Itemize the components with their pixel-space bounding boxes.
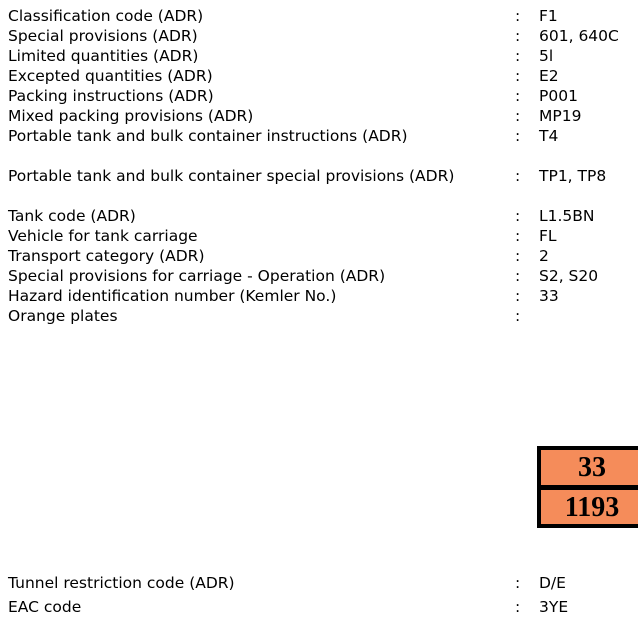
- row-separator: :: [515, 287, 521, 305]
- row-label: Excepted quantities (ADR): [8, 67, 213, 85]
- row-separator: :: [515, 307, 521, 325]
- row-value: TP1, TP8: [539, 167, 607, 185]
- row-separator: :: [515, 167, 521, 185]
- row-separator: :: [515, 598, 521, 616]
- row-separator: :: [515, 67, 521, 85]
- row-label: Orange plates: [8, 307, 118, 325]
- row-value: MP19: [539, 107, 582, 125]
- row-label: Hazard identification number (Kemler No.): [8, 287, 337, 305]
- row-value: 601, 640C: [539, 27, 619, 45]
- row-label: Transport category (ADR): [8, 247, 205, 265]
- row-value: FL: [539, 227, 557, 245]
- row-value: T4: [539, 127, 559, 145]
- row-separator: :: [515, 227, 521, 245]
- row-separator: :: [515, 87, 521, 105]
- row-value: S2, S20: [539, 267, 599, 285]
- orange-plate: [537, 446, 638, 528]
- row-label: Portable tank and bulk container special provisions (ADR): [8, 167, 455, 185]
- row-value: 33: [539, 287, 559, 305]
- row-value: 3YE: [539, 598, 569, 616]
- row-label: Tank code (ADR): [8, 207, 136, 225]
- row-label: Limited quantities (ADR): [8, 47, 199, 65]
- row-separator: :: [515, 27, 521, 45]
- row-label: EAC code: [8, 598, 82, 616]
- row-label: Packing instructions (ADR): [8, 87, 214, 105]
- row-value: E2: [539, 67, 559, 85]
- row-separator: :: [515, 247, 521, 265]
- row-separator: :: [515, 7, 521, 25]
- row-separator: :: [515, 207, 521, 225]
- orange-plate-divider: [541, 485, 638, 490]
- row-label: Mixed packing provisions (ADR): [8, 107, 254, 125]
- row-separator: :: [515, 107, 521, 125]
- row-label: Classification code (ADR): [8, 7, 204, 25]
- row-value: D/E: [539, 574, 566, 592]
- orange-plate-hazard-number: 33: [578, 452, 606, 483]
- row-separator: :: [515, 574, 521, 592]
- row-value: F1: [539, 7, 558, 25]
- row-separator: :: [515, 267, 521, 285]
- row-value: 2: [539, 247, 549, 265]
- row-separator: :: [515, 127, 521, 145]
- row-value: P001: [539, 87, 578, 105]
- row-label: Special provisions for carriage - Operation (ADR): [8, 267, 386, 285]
- row-label: Portable tank and bulk container instructions (ADR): [8, 127, 408, 145]
- row-label: Tunnel restriction code (ADR): [8, 574, 235, 592]
- row-label: Vehicle for tank carriage: [8, 227, 198, 245]
- row-value: L1.5BN: [539, 207, 595, 225]
- row-label: Special provisions (ADR): [8, 27, 198, 45]
- row-separator: :: [515, 47, 521, 65]
- orange-plate-un-number: 1193: [564, 492, 620, 523]
- row-value: 5l: [539, 47, 554, 65]
